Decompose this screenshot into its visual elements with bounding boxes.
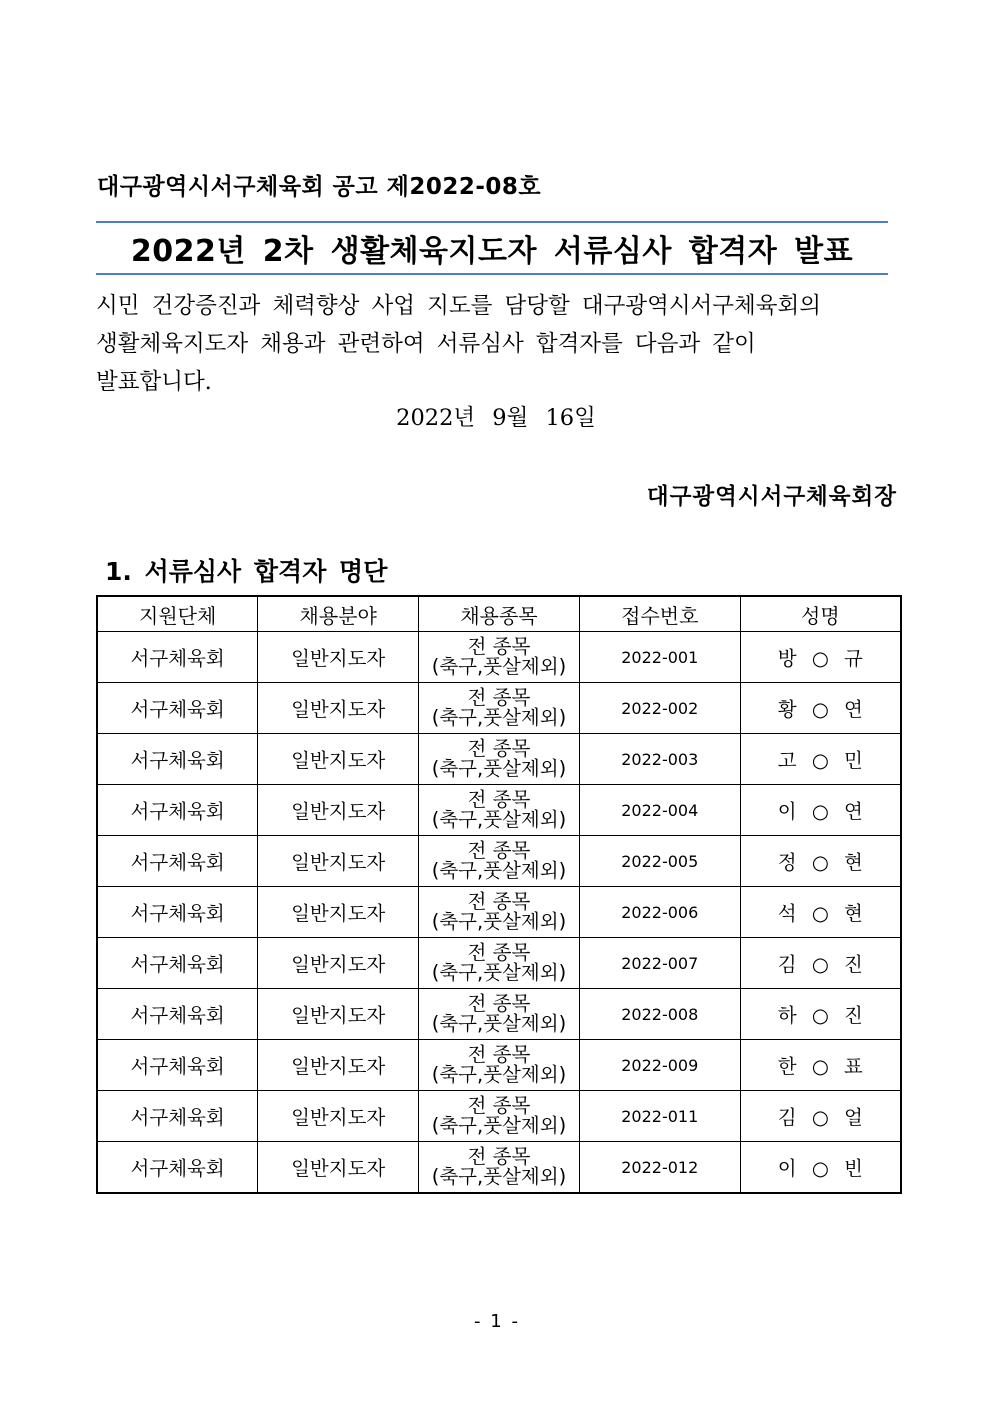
cell-field: 일반지도자 [258,1142,419,1194]
cell-name: 방 ○ 규 [740,632,901,683]
header-name: 성명 [740,596,901,632]
cell-field: 일반지도자 [258,785,419,836]
cell-number: 2022-005 [579,836,740,887]
category-main: 전 종목 [467,1145,531,1168]
category-note: (축구,풋살제외) [431,910,567,933]
cell-number: 2022-003 [579,734,740,785]
cell-name: 정 ○ 현 [740,836,901,887]
announcement-body [96,287,886,401]
cell-category [419,1091,580,1142]
cell-name: 하 ○ 진 [740,989,901,1040]
cell-field: 일반지도자 [258,1040,419,1091]
category-note: (축구,풋살제외) [431,655,567,678]
cell-name: 황 ○ 연 [740,683,901,734]
cell-field: 일반지도자 [258,989,419,1040]
cell-number: 2022-008 [579,989,740,1040]
cell-category [419,836,580,887]
cell-org: 서구체육회 [97,734,258,785]
cell-name: 이 ○ 연 [740,785,901,836]
category-main: 전 종목 [467,890,531,913]
cell-name: 김 ○ 진 [740,938,901,989]
category-main: 전 종목 [467,839,531,862]
table-row [97,1091,901,1142]
cell-org: 서구체육회 [97,632,258,683]
category-note: (축구,풋살제외) [431,1012,567,1035]
category-main: 전 종목 [467,1043,531,1066]
category-note: (축구,풋살제외) [431,808,567,831]
table-row [97,1142,901,1194]
cell-category [419,1040,580,1091]
cell-category [419,989,580,1040]
table-row [97,887,901,938]
table-row [97,734,901,785]
cell-field: 일반지도자 [258,1091,419,1142]
cell-name: 고 ○ 민 [740,734,901,785]
cell-name: 석 ○ 현 [740,887,901,938]
category-note: (축구,풋살제외) [431,859,567,882]
category-main: 전 종목 [467,737,531,760]
signer: 대구광역시서구체육회장 [646,484,897,510]
category-note: (축구,풋살제외) [431,961,567,984]
header-org: 지원단체 [97,596,258,632]
cell-name: 이 ○ 빈 [740,1142,901,1194]
cell-org: 서구체육회 [97,1142,258,1194]
cell-category [419,887,580,938]
category-note: (축구,풋살제외) [431,1063,567,1086]
cell-org: 서구체육회 [97,989,258,1040]
category-note: (축구,풋살제외) [431,1165,567,1188]
cell-number: 2022-007 [579,938,740,989]
category-note: (축구,풋살제외) [431,706,567,729]
cell-category [419,734,580,785]
cell-org: 서구체육회 [97,836,258,887]
section-title: 1. 서류심사 합격자 명단 [105,557,388,586]
cell-org: 서구체육회 [97,683,258,734]
category-main: 전 종목 [467,635,531,658]
table-row [97,632,901,683]
body-line: 시민 건강증진과 체력향상 사업 지도를 담당할 대구광역시서구체육회의 [96,293,821,319]
cell-number: 2022-012 [579,1142,740,1194]
cell-number: 2022-004 [579,785,740,836]
cell-category [419,785,580,836]
cell-number: 2022-011 [579,1091,740,1142]
table-header-row [97,596,901,632]
cell-number: 2022-006 [579,887,740,938]
table-row [97,836,901,887]
cell-org: 서구체육회 [97,887,258,938]
cell-number: 2022-009 [579,1040,740,1091]
category-main: 전 종목 [467,686,531,709]
announcement-date: 2022년 9월 16일 [396,405,596,431]
category-main: 전 종목 [467,992,531,1015]
table-row [97,1040,901,1091]
cell-number: 2022-001 [579,632,740,683]
category-note: (축구,풋살제외) [431,1114,567,1137]
cell-field: 일반지도자 [258,632,419,683]
cell-org: 서구체육회 [97,785,258,836]
cell-field: 일반지도자 [258,683,419,734]
table-row [97,683,901,734]
header-category: 채용종목 [419,596,580,632]
cell-category [419,938,580,989]
cell-name: 한 ○ 표 [740,1040,901,1091]
cell-category [419,632,580,683]
body-line: 생활체육지도자 채용과 관련하여 서류심사 합격자를 다음과 같이 [96,331,756,357]
cell-field: 일반지도자 [258,734,419,785]
cell-field: 일반지도자 [258,938,419,989]
cell-org: 서구체육회 [97,1040,258,1091]
header-number: 접수번호 [579,596,740,632]
cell-org: 서구체육회 [97,938,258,989]
category-note: (축구,풋살제외) [431,757,567,780]
cell-category [419,1142,580,1194]
cell-name: 김 ○ 얼 [740,1091,901,1142]
category-main: 전 종목 [467,941,531,964]
cell-category [419,683,580,734]
page-title: 2022년 2차 생활체육지도자 서류심사 합격자 발표 [130,234,854,269]
results-table [96,595,902,1194]
header-field: 채용분야 [258,596,419,632]
cell-org: 서구체육회 [97,1091,258,1142]
table-row [97,938,901,989]
notice-number: 대구광역시서구체육회 공고 제2022-08호 [97,174,542,200]
title-box [96,221,888,275]
cell-number: 2022-002 [579,683,740,734]
cell-field: 일반지도자 [258,836,419,887]
table-row [97,989,901,1040]
cell-field: 일반지도자 [258,887,419,938]
category-main: 전 종목 [467,788,531,811]
body-line: 발표합니다. [96,369,212,395]
category-main: 전 종목 [467,1094,531,1117]
page-number: - 1 - [474,1311,518,1332]
table-row [97,785,901,836]
